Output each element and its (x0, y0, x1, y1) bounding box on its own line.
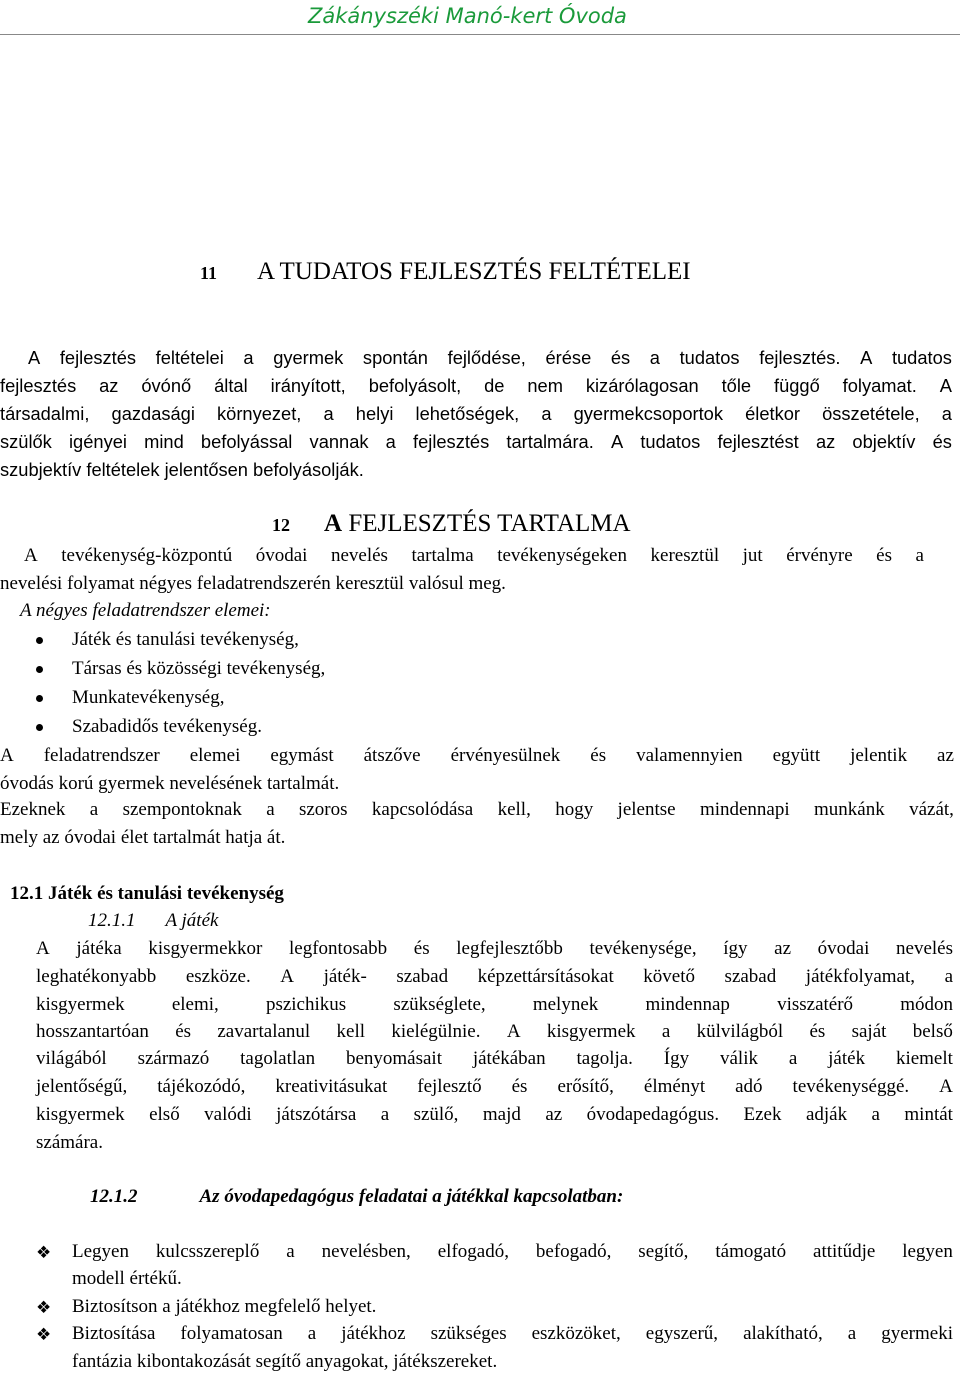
diamond-bullet-icon: ❖ (36, 1243, 52, 1263)
word: a (941, 403, 952, 424)
word: fejlődése, (447, 347, 526, 368)
subsection-title: Játék és tanulási tevékenység (48, 883, 284, 904)
para-line: mely az óvodai élet tartalmát hatja át. (0, 827, 286, 848)
list-heading: A négyes feladatrendszer elemei: (20, 600, 271, 621)
word: lehetőségek, (415, 403, 520, 424)
word: fejlesztés (0, 375, 77, 396)
page-header (0, 0, 960, 35)
word: gyermeki (881, 1323, 953, 1344)
word: mindennapi (699, 799, 790, 820)
word: jelentse (617, 799, 676, 820)
word: A (24, 545, 38, 566)
word: befolyással (200, 431, 293, 452)
word: Biztosítása (72, 1323, 156, 1344)
word: összetétele, (822, 403, 920, 424)
word: elemei (189, 745, 241, 766)
word: kulcsszereplő (155, 1241, 260, 1262)
word: jelentik (850, 745, 908, 766)
word: a (871, 1104, 880, 1125)
word: A (36, 938, 50, 959)
word: objektív (852, 431, 916, 452)
word: származó (137, 1048, 210, 1069)
word: valódi (204, 1104, 252, 1125)
word: az (545, 1104, 563, 1125)
word: benyomásait (345, 1048, 442, 1069)
word: kreativitásukat (275, 1076, 388, 1097)
para-line-justified (36, 938, 953, 960)
word: módon (900, 994, 953, 1015)
word: így (723, 938, 748, 959)
word: tőle (721, 375, 752, 396)
word: de (484, 375, 505, 396)
word: érvényesülnek (450, 745, 561, 766)
word: képzettársításokat (477, 966, 614, 987)
word: függő (774, 375, 820, 396)
word: nem (527, 375, 563, 396)
section-11-heading (200, 258, 691, 286)
word: egyszerű, (645, 1323, 719, 1344)
word: követő (643, 966, 695, 987)
para-line-justified (0, 745, 954, 767)
word: melynek (532, 994, 599, 1015)
word: tudatos (891, 347, 952, 368)
para-line-justified (36, 966, 953, 988)
word: zavartalanul (217, 1021, 311, 1042)
word: szülők (0, 431, 52, 452)
word: segítő, (638, 1241, 689, 1262)
word: kisgyermekkor (148, 938, 263, 959)
word: kielégülnie. (391, 1021, 481, 1042)
word: eszközöket, (531, 1323, 621, 1344)
para-line-justified (0, 431, 952, 453)
word: kell (336, 1021, 366, 1042)
word: irányított, (270, 375, 346, 396)
subsection-number: 12.1 (10, 883, 44, 904)
para-line-justified (0, 403, 952, 425)
word: környezet, (217, 403, 302, 424)
word: nevelés (896, 938, 953, 959)
word: erősítő, (557, 1076, 614, 1097)
word: A (610, 431, 624, 452)
section-title-rest: FEJLESZTÉS TARTALMA (342, 510, 631, 537)
section-title: A TUDATOS FEJLESZTÉS FELTÉTELEI (257, 258, 691, 285)
word: szabad (724, 966, 777, 987)
para-line: számára. (36, 1132, 103, 1153)
word: folyamat. (842, 375, 917, 396)
word: fejlesztő (417, 1076, 482, 1097)
word: érvényre (786, 545, 853, 566)
word: és (413, 938, 430, 959)
word: és (175, 1021, 192, 1042)
word: a (847, 1323, 857, 1344)
word: gazdasági (111, 403, 195, 424)
word: gyermekcsoportok (573, 403, 723, 424)
word: kiemelt (895, 1048, 953, 1069)
word: szempontoknak (122, 799, 242, 820)
para-line-justified (24, 545, 924, 567)
word: vannak (309, 431, 369, 452)
word: tevékenysége, (589, 938, 697, 959)
word: visszatérő (777, 994, 854, 1015)
word: a (307, 1323, 317, 1344)
word: leghatékonyabb (36, 966, 157, 987)
word: nevelés (330, 545, 388, 566)
word: alakítható, (743, 1323, 823, 1344)
word: fejlesztés (413, 431, 490, 452)
para-line-justified (36, 1076, 953, 1098)
word: feladatrendszer (43, 745, 160, 766)
list-item: Szabadidős tevékenység. (72, 716, 262, 737)
word: helyi (355, 403, 394, 424)
sub-subsection-heading (88, 910, 218, 932)
word: külvilágból (696, 1021, 784, 1042)
word: a (89, 799, 99, 820)
word: a (915, 545, 924, 566)
word: játszótársa (276, 1104, 357, 1125)
word: legyen (902, 1241, 953, 1262)
word: óvodai (255, 545, 308, 566)
word: és (610, 347, 631, 368)
para-line: nevelési folyamat négyes feladatrendszerén keresztül valósul meg. (0, 573, 506, 594)
word: kisgyermek (546, 1021, 636, 1042)
para-line: szubjektív feltételek jelentősen befolyásolják. (0, 459, 364, 480)
para-line-justified (28, 347, 952, 369)
bullet-icon (36, 637, 43, 644)
bullet-icon (36, 666, 43, 673)
word: folyamatosan (180, 1323, 283, 1344)
sub-subsection-number: 12.1.1 (88, 910, 136, 931)
word: a (788, 1048, 798, 1069)
para-line-justified (0, 799, 954, 821)
word: legfontosabb (289, 938, 388, 959)
word: játékában (472, 1048, 546, 1069)
word: a (385, 431, 396, 452)
word: az (815, 431, 836, 452)
word: kizárólagosan (585, 375, 699, 396)
word: az (774, 938, 792, 959)
para-line-justified (36, 994, 953, 1016)
header-title: Zákányszéki Manó-kert Óvoda (308, 4, 627, 28)
word: óvónő (141, 375, 192, 396)
word: jelentőségű, (36, 1076, 128, 1097)
word: játékfolyamat, (805, 966, 916, 987)
word: A (939, 375, 952, 396)
word: fejlesztés (59, 347, 137, 368)
list-item-line: fantázia kibontakozását segítő anyagokat, játékszereket. (72, 1351, 498, 1372)
diamond-bullet-icon: ❖ (36, 1325, 52, 1345)
section-12-heading (272, 510, 631, 538)
section-number: 12 (272, 515, 290, 535)
word: és (511, 1076, 528, 1097)
word: támogató (715, 1241, 787, 1262)
word: nevelésben, (321, 1241, 411, 1262)
word: elfogadó, (437, 1241, 509, 1262)
word: szabad (396, 966, 449, 987)
word: kell, (497, 799, 531, 820)
para-line-justified (0, 375, 952, 397)
section-title-a: A (324, 510, 343, 537)
list-item-line-justified (72, 1241, 953, 1263)
word: a (266, 799, 275, 820)
word: és (876, 545, 892, 566)
word: játék (828, 1048, 866, 1069)
word: spontán (362, 347, 428, 368)
word: kisgyermek (36, 1104, 125, 1125)
word: igényei (69, 431, 127, 452)
word: A (0, 745, 14, 766)
word: munkánk (814, 799, 885, 820)
word: feltételei (155, 347, 224, 368)
word: a (286, 1241, 295, 1262)
word: A (939, 1076, 953, 1097)
word: mindennap (645, 994, 730, 1015)
word: a (380, 1104, 390, 1125)
word: befolyásolt, (368, 375, 462, 396)
word: mintát (904, 1104, 953, 1125)
word: hogy (555, 799, 594, 820)
word: játékhoz (341, 1323, 406, 1344)
word: kapcsolódása (371, 799, 474, 820)
word: óvodai (817, 938, 870, 959)
word: a (661, 1021, 671, 1042)
list-item: Munkatevékenység, (72, 687, 225, 708)
word: és (809, 1021, 826, 1042)
para-line-justified (36, 1021, 953, 1043)
word: fejlesztést (717, 431, 799, 452)
word: saját (851, 1021, 887, 1042)
bullet-icon (36, 724, 43, 731)
word: együtt (772, 745, 821, 766)
word: mind (144, 431, 184, 452)
word: gyermek (273, 347, 344, 368)
word: tevékenységgé. (792, 1076, 910, 1097)
word: tevékenység-központú (61, 545, 233, 566)
word: válik (719, 1048, 758, 1069)
word: a (944, 966, 953, 987)
word: egymást (270, 745, 334, 766)
word: elemi, (171, 994, 219, 1015)
word: A (506, 1021, 521, 1042)
word: élményt (643, 1076, 706, 1097)
word: a (323, 403, 334, 424)
word: társadalmi, (0, 403, 90, 424)
word: és (590, 745, 607, 766)
word: szükséglete, (393, 994, 486, 1015)
diamond-bullet-icon: ❖ (36, 1298, 52, 1318)
subsection-heading (10, 883, 284, 905)
para-line-justified (36, 1104, 953, 1126)
list-item-line: modell értékű. (72, 1268, 182, 1289)
word: jut (742, 545, 763, 566)
word: tagolja. (576, 1048, 633, 1069)
word: kisgyermek (36, 994, 125, 1015)
word: átszőve (363, 745, 421, 766)
word: szoros (298, 799, 348, 820)
word: az (937, 745, 954, 766)
word: Ezeknek (0, 799, 66, 820)
word: legfejlesztőbb (456, 938, 563, 959)
word: tagolatlan (240, 1048, 316, 1069)
word: fejlesztés. (759, 347, 841, 368)
word: adják (805, 1104, 848, 1125)
sub-subsection-number: 12.1.2 (90, 1186, 138, 1207)
section-number: 11 (200, 263, 218, 283)
word: játéka (76, 938, 122, 959)
word: érése (545, 347, 592, 368)
para-line-justified (36, 1048, 953, 1070)
word: hosszantartóan (36, 1021, 149, 1042)
list-item-line: Biztosítson a játékhoz megfelelő helyet. (72, 1296, 377, 1317)
word: A (28, 347, 41, 368)
word: vázát, (909, 799, 954, 820)
word: a (649, 347, 660, 368)
word: befogadó, (535, 1241, 612, 1262)
word: szükséges (430, 1323, 507, 1344)
word: adó (735, 1076, 763, 1097)
word: által (214, 375, 248, 396)
word: életkor (745, 403, 800, 424)
word: Ezek (743, 1104, 782, 1125)
word: első (149, 1104, 180, 1125)
word: óvodapedagógus. (586, 1104, 720, 1125)
para-line: óvodás korú gyermek nevelésének tartalmát. (0, 773, 340, 794)
word: A (860, 347, 873, 368)
list-item-line-justified (72, 1323, 953, 1345)
word: a (243, 347, 254, 368)
word: és (932, 431, 952, 452)
sub-subsection-title: Az óvodapedagógus feladatai a játékkal kapcsolatban: (199, 1186, 624, 1207)
word: majd (482, 1104, 521, 1125)
word: az (99, 375, 119, 396)
word: szülő, (413, 1104, 459, 1125)
word: attitűdje (813, 1241, 876, 1262)
word: eszköze. (185, 966, 251, 987)
sub-subsection-title: A játék (165, 910, 219, 931)
word: A (280, 966, 295, 987)
list-item: Játék és tanulási tevékenység, (72, 629, 299, 650)
word: keresztül (650, 545, 720, 566)
list-item: Társas és közösségi tevékenység, (72, 658, 326, 679)
word: tevékenységeken (497, 545, 627, 566)
word: pszichikus (265, 994, 347, 1015)
word: tartalmára. (506, 431, 594, 452)
word: tudatos (679, 347, 740, 368)
word: a (541, 403, 552, 424)
word: Legyen (72, 1241, 129, 1262)
word: Így (663, 1048, 690, 1069)
word: tudatos (640, 431, 701, 452)
word: valamennyien (636, 745, 743, 766)
word: belső (912, 1021, 953, 1042)
word: játék- (323, 966, 367, 987)
sub-subsection-heading (90, 1186, 623, 1208)
word: világából (36, 1048, 107, 1069)
word: tartalma (411, 545, 474, 566)
bullet-icon (36, 695, 43, 702)
word: tájékozódó, (157, 1076, 246, 1097)
